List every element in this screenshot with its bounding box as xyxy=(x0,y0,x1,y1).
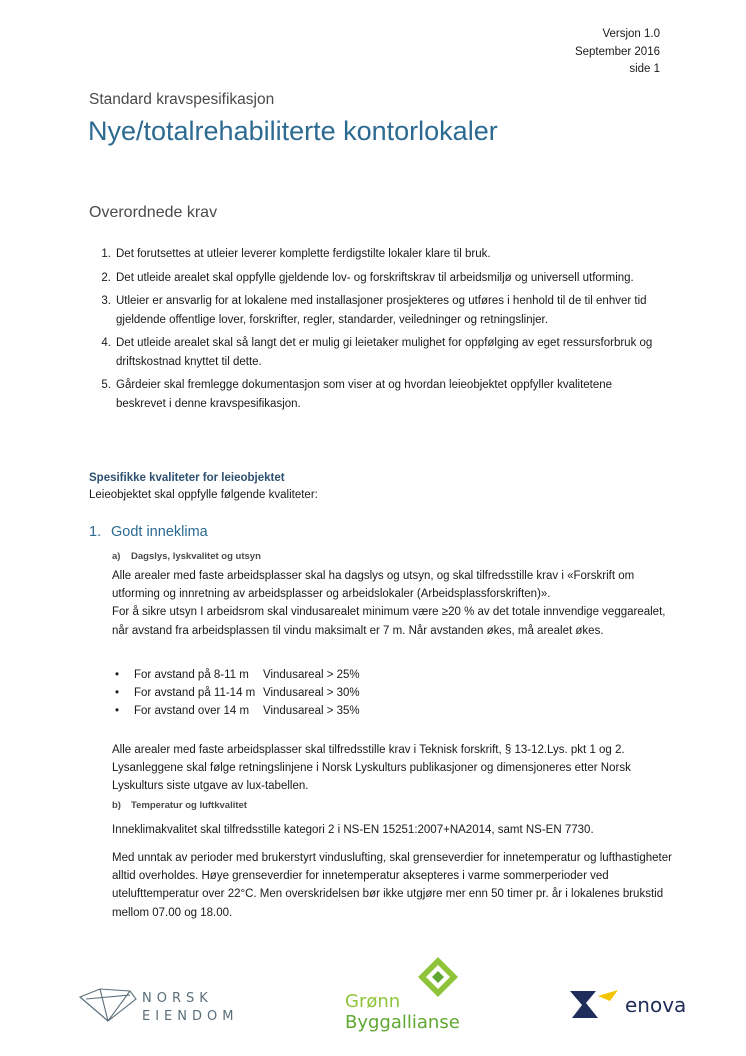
list-item: 1. Det forutsettes at utleier leverer komplette ferdigstilte lokaler klare til bruk. xyxy=(101,248,491,260)
bullet-icon: • xyxy=(115,705,120,718)
section-heading-general: Overordnede krav xyxy=(89,204,218,221)
specific-qualities-heading: Spesifikke kvaliteter for leieobjektet xyxy=(89,472,285,484)
svg-text:NORSK: NORSK xyxy=(142,991,213,1006)
list-item: 3. Utleier er ansvarlig for at lokalene med installasjoner prosjekteres og utføres i henhold til de til enhver tid gjeldende offentlige lover, forskrifter, regler, standarder, veiledninger og retningslinjer. xyxy=(101,295,647,326)
temperature-paragraph-2: Med unntak av perioder med brukerstyrt vinduslufting, skal grenseverdier for innetemperatur og lufthastigheter alltid overholdes. Høye grenseverdier for innetemperatur aksepteres i varme sommerperioder ved utelufttemperatur over 22°C. Men overskridelsen bør ikke utgjøre mer enn 50 timer pr. år i lokalenes brukstid mellom 07.00 og 18.00. xyxy=(112,852,672,919)
header-meta xyxy=(575,26,660,79)
general-requirements-list xyxy=(89,245,659,418)
paragraph: Alle arealer med faste arbeidsplasser skal ha dagslys og utsyn, og skal tilfredsstille krav i «Forskrift om utforming og innretning av arbeidsplasser og arbeidslokaler (Arbeidsplassforskriften)». xyxy=(112,570,635,601)
paragraph: For å sikre utsyn I arbeidsrom skal vindusarealet minimum være ≥20 % av det totale innvendige veggarealet, når avstand fra arbeidsplassen til vindu maksimalt er 7 m. Når avstanden økes, må arealet økes. xyxy=(112,606,666,637)
svg-text:enova: enova xyxy=(625,993,687,1017)
daylight-paragraphs xyxy=(112,567,672,640)
date-label: September 2016 xyxy=(574,45,660,58)
document-title: Nye/totalrehabiliterte kontorlokaler xyxy=(88,116,498,146)
svg-text:EIENDOM: EIENDOM xyxy=(142,1009,239,1024)
gronn-byggallianse-logo xyxy=(343,955,473,1040)
diamond-icon xyxy=(80,989,136,1021)
leaf-diamond-icon xyxy=(418,957,458,997)
list-item: • For avstand på 11-14 m Vindusareal > 30% xyxy=(112,684,360,702)
list-item: 2. Det utleide arealet skal oppfylle gjeldende lov- og forskriftskrav til arbeidsmiljø og universell utforming. xyxy=(101,271,634,284)
version-label: Versjon 1.0 xyxy=(602,28,660,40)
norsk-eiendom-logo xyxy=(78,985,248,1025)
daylight-heading: a) Dagslys, lyskvalitet og utsyn xyxy=(112,551,261,562)
enova-logo xyxy=(570,988,705,1022)
list-item: 4. Det utleide arealet skal så langt det er mulig gi leietaker mulighet for oppfølging av eget ressursforbruk og driftskostnad knyttet til dette. xyxy=(101,337,653,368)
climate-heading: 1. Godt inneklima xyxy=(89,524,208,540)
bullet-icon: • xyxy=(115,669,120,681)
bullet-icon: • xyxy=(115,687,120,700)
enova-mark-icon xyxy=(570,990,618,1018)
svg-text:Byggallianse: Byggallianse xyxy=(345,1012,460,1033)
page-number: side 1 xyxy=(629,63,660,75)
specific-qualities-intro: Leieobjektet skal oppfylle følgende kvaliteter: xyxy=(89,489,318,501)
temperature-paragraph-1: Inneklimakvalitet skal tilfredsstille kategori 2 i NS-EN 15251:2007+NA2014, samt NS-EN 7730. xyxy=(112,824,594,836)
lighting-paragraph: Alle arealer med faste arbeidsplasser skal tilfredsstille krav i Teknisk forskrift, § 13-12.Lys. pkt 1 og 2. Lysanleggene skal følge retningslinjene i Norsk Lyskulturs publikasjoner og dimensjoneres etter Norsk Lyskulturs siste utgave av lux-tabellen. xyxy=(112,744,631,793)
svg-text:Grønn: Grønn xyxy=(345,991,401,1012)
window-area-list xyxy=(112,666,360,721)
document-subtitle: Standard kravspesifikasjon xyxy=(89,91,275,108)
list-item: • For avstand på 8-11 m Vindusareal > 25% xyxy=(112,666,360,684)
footer-logos xyxy=(0,955,746,1045)
list-item: 5. Gårdeier skal fremlegge dokumentasjon som viser at og hvordan leieobjektet oppfyller kvalitetene beskrevet i denne kravspesifikasjon. xyxy=(101,379,613,410)
list-item: • For avstand over 14 m Vindusareal > 35% xyxy=(112,702,360,720)
temperature-heading: b) Temperatur og luftkvalitet xyxy=(112,800,247,811)
